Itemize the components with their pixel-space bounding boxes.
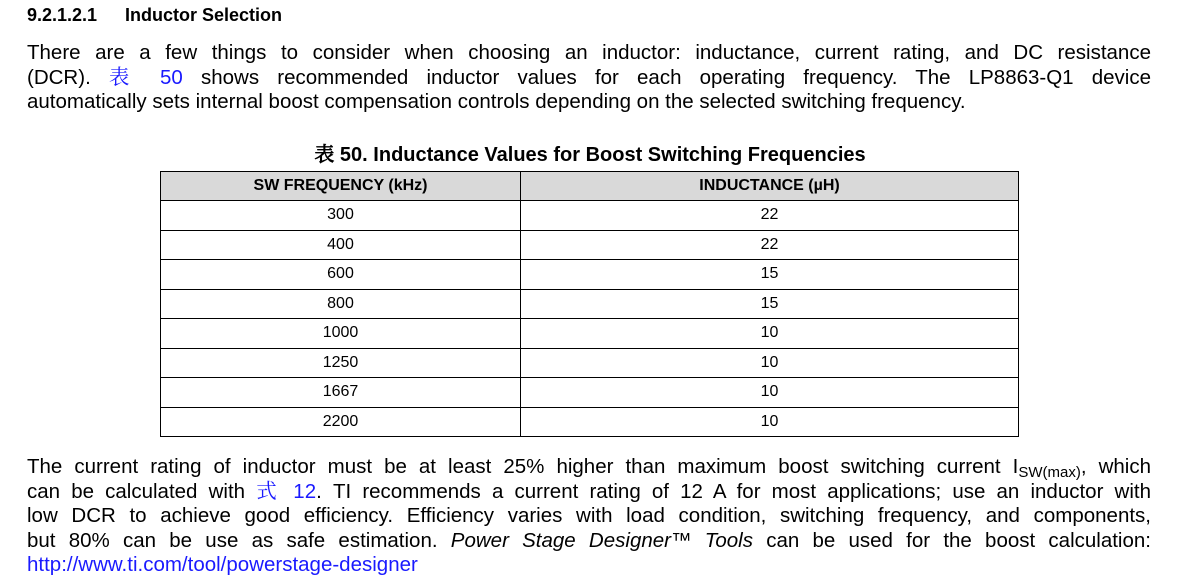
inductance-cell: 10 — [521, 319, 1019, 349]
frequency-cell: 1250 — [161, 348, 521, 378]
outro-line-2-end: . TI recommends a current rating of 12 A for most applications; use an inductor with — [316, 479, 1152, 503]
inductance-cell: 22 — [521, 230, 1019, 260]
outro-line-4-start: but 80% can be use as safe estimation. — [27, 528, 438, 552]
table-row — [161, 201, 1019, 231]
table-row — [161, 260, 1019, 290]
table-row — [161, 319, 1019, 349]
table-caption: 表 50. Inductance Values for Boost Switching Frequencies — [314, 144, 866, 166]
section-number: 9.2.1.2.1 — [27, 5, 98, 25]
header-sw-frequency: SW FREQUENCY (kHz) — [161, 172, 521, 201]
inductance-cell: 10 — [521, 407, 1019, 437]
outro-line-1-start: The current rating of inductor must be at least 25% higher than maximum boost switching current I — [27, 455, 1019, 478]
powerstage-designer-link[interactable]: http://www.ti.com/tool/powerstage-designer — [27, 553, 418, 576]
table-header-row — [161, 172, 1019, 201]
outro-paragraph — [27, 455, 1151, 578]
inductance-cell: 15 — [521, 289, 1019, 319]
section-title: Inductor Selection — [125, 5, 283, 25]
frequency-cell: 800 — [161, 289, 521, 319]
frequency-cell: 300 — [161, 201, 521, 231]
intro-line-2-end: shows recommended inductor values for each operating frequency. The LP8863-Q1 device — [201, 65, 1151, 89]
inductance-cell: 22 — [521, 201, 1019, 231]
inductance-table — [160, 171, 1019, 437]
outro-line-4-end: can be used for the boost calculation: — [766, 528, 1151, 552]
tool-name: Power Stage Designer™ Tools — [450, 528, 753, 552]
section-heading — [27, 5, 282, 26]
equation-reference-link[interactable]: 式 12 — [256, 479, 317, 503]
outro-line-1 — [27, 455, 1151, 480]
table-row — [161, 230, 1019, 260]
frequency-cell: 1667 — [161, 378, 521, 408]
inductance-cell: 10 — [521, 378, 1019, 408]
table-reference-link[interactable]: 表 50 — [108, 65, 183, 89]
header-inductance: INDUCTANCE (µH) — [521, 172, 1019, 201]
table-row — [161, 289, 1019, 319]
outro-line-3: low DCR to achieve good efficiency. Efficiency varies with load condition, switching frequency, and components, — [27, 504, 1151, 527]
frequency-cell: 400 — [161, 230, 521, 260]
table-row — [161, 378, 1019, 408]
frequency-cell: 1000 — [161, 319, 521, 349]
frequency-cell: 600 — [161, 260, 521, 290]
inductance-cell: 10 — [521, 348, 1019, 378]
intro-line-1: There are a few things to consider when choosing an inductor: inductance, current rating, and DC resistance — [27, 41, 1151, 64]
table-row — [161, 348, 1019, 378]
intro-line-2-start: (DCR). — [27, 65, 91, 89]
outro-line-1-end: , which — [1080, 455, 1151, 478]
inductance-cell: 15 — [521, 260, 1019, 290]
outro-line-4 — [27, 529, 1151, 554]
intro-line-3: automatically sets internal boost compensation controls depending on the selected switching frequency. — [27, 90, 966, 113]
outro-line-5 — [27, 553, 1151, 578]
outro-line-2-start: can be calculated with — [27, 479, 246, 503]
isw-max-subscript: SW(max) — [1018, 464, 1081, 481]
table-row — [161, 407, 1019, 437]
frequency-cell: 2200 — [161, 407, 521, 437]
intro-paragraph — [27, 41, 1151, 115]
intro-line-2 — [27, 66, 1151, 91]
outro-line-2 — [27, 480, 1151, 505]
